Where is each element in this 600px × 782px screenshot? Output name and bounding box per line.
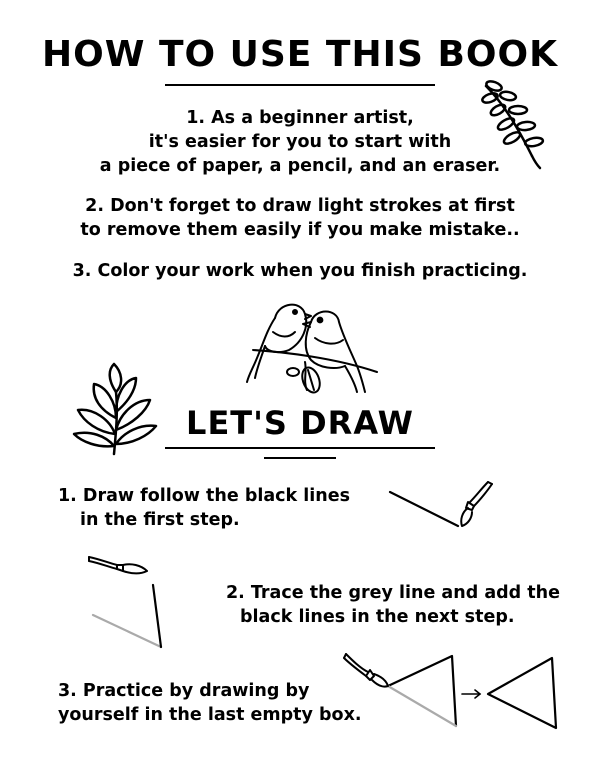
page-title: HOW TO USE THIS BOOK xyxy=(41,34,559,75)
paintbrush-icon xyxy=(344,654,388,687)
instruction-1-line-1: 1. As a beginner artist, xyxy=(186,108,414,128)
instruction-3-line-1: 3. Color your work when you finish practicing. xyxy=(72,261,528,281)
step-1-drawing xyxy=(388,480,498,530)
instruction-1-line-2: it's easier for you to start with xyxy=(148,132,452,152)
paintbrush-icon xyxy=(89,557,147,573)
step-1-line-2: in the first step. xyxy=(80,510,240,530)
step-2-drawing xyxy=(85,555,170,650)
step-1-line-1: 1. Draw follow the black lines xyxy=(58,486,351,506)
arrow-right-icon xyxy=(462,690,480,698)
instruction-2-line-2: to remove them easily if you make mistake.. xyxy=(80,220,520,240)
instruction-2-line-1: 2. Don't forget to draw light strokes at first xyxy=(85,196,515,216)
step-2-line-2: black lines in the next step. xyxy=(240,607,515,627)
step-3-line-2: yourself in the last empty box. xyxy=(58,705,362,725)
title-underline xyxy=(165,84,435,86)
section-title: LET'S DRAW xyxy=(186,404,414,442)
step-3-line-1: 3. Practice by drawing by xyxy=(58,681,310,701)
instruction-1-line-3: a piece of paper, a pencil, and an eraser. xyxy=(99,156,501,176)
paintbrush-icon xyxy=(461,482,492,526)
step-2-line-1: 2. Trace the grey line and add the xyxy=(226,583,560,603)
section-underline-short xyxy=(264,457,336,459)
birds-on-branch-icon xyxy=(245,292,385,397)
section-underline xyxy=(165,447,435,449)
step-3-drawing xyxy=(340,650,560,735)
